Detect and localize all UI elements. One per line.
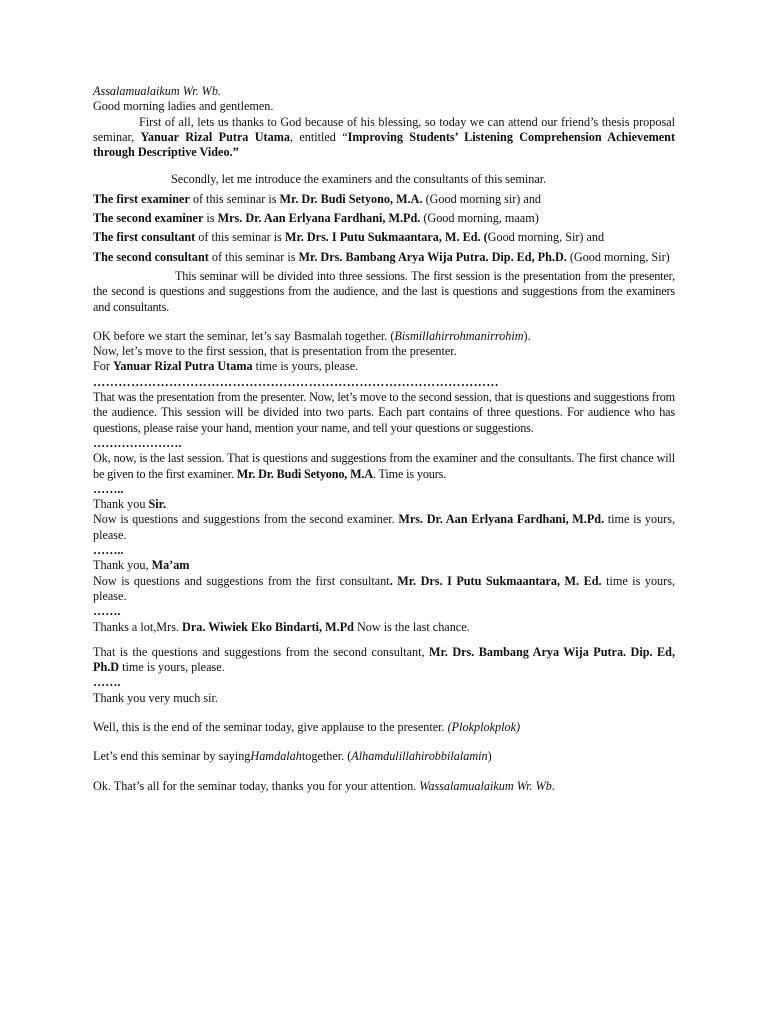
first-session-line: Now, let’s move to the first session, that is presentation from the presenter. xyxy=(93,344,457,359)
second-examiner-name: Mrs. Dr. Aan Erlyana Fardhani, M.Pd. xyxy=(217,211,421,226)
dots-separator: …….. xyxy=(93,481,124,496)
second-examiner-line: The second examiner is Mrs. Dr. Aan Erlyana Fardhani, M.Pd. (Good morning, maam) xyxy=(93,211,539,226)
first-consultant-line: The first consultant of this seminar is Mr. Drs. I Putu Sukmaantara, M. Ed. (Good morning, Sir) and xyxy=(93,230,605,245)
introduce-paragraph: Secondly, let me introduce the examiners and the consultants of this seminar. xyxy=(171,172,547,187)
dots-separator: …….. xyxy=(93,543,124,558)
opening-salutation: Assalamualaikum Wr. Wb. xyxy=(93,84,221,98)
last-session-paragraph: Ok, now, is the last session. That is questions and suggestions from the examiner and the consultants. The first chance will be given to the first examiner. Mr. Dr. Budi Setyono, M.A. Time is yours. xyxy=(93,451,675,481)
first-examiner-line: The first examiner of this seminar is Mr. Dr. Budi Setyono, M.A. (Good morning sir) and xyxy=(93,191,542,206)
thanks-a-lot-line: Thanks a lot,Mrs. Dra. Wiwiek Eko Bindarti, M.Pd Now is the last chance. xyxy=(93,619,470,634)
dots-separator: ……. xyxy=(93,604,121,619)
good-morning-line: Good morning ladies and gentlemen. xyxy=(93,99,274,114)
dots-separator: …………………. xyxy=(93,435,182,450)
first-consultant-turn: Now is questions and suggestions from the first consultant. Mr. Drs. I Putu Sukmaantara, M. Ed. time is yours, please. xyxy=(93,573,675,603)
thesis-title: Improving Students’ Listening Comprehension Achievement through Descriptive Video.” xyxy=(93,129,675,160)
second-examiner-turn: Now is questions and suggestions from the second examiner. Mrs. Dr. Aan Erlyana Fardhani, M.Pd. time is yours, please. xyxy=(93,512,676,542)
applause-line: Well, this is the end of the seminar today, give applause to the presenter. (Plokplokplok) xyxy=(93,719,521,734)
second-session-paragraph: That was the presentation from the presenter. Now, let’s move to the second session, that is questions and suggestions from the audience. This session will be divided into two parts. Each part contains of three questions. For audience who has questions, please raise your hand, mention your name, and tell your questions or suggestions. xyxy=(93,390,675,435)
first-examiner-name: Mr. Dr. Budi Setyono, M.A. xyxy=(279,191,423,206)
thank-you-maam-line: Thank you, Ma’am xyxy=(93,558,190,573)
dots-separator: …………………………………………………………………………………… xyxy=(93,374,499,389)
hamdalah-line: Let’s end this seminar by sayingHamdalahtogether. (Alhamdulillahirobbilalamin) xyxy=(93,749,492,764)
dots-separator: ……. xyxy=(93,675,121,690)
second-consultant-turn: That is the questions and suggestions from the second consultant, Mr. Drs. Bambang Arya Wija Putra. Dip. Ed, Ph.D time is yours, please. xyxy=(93,644,675,675)
second-consultant-name: Mr. Drs. Bambang Arya Wija Putra. Dip. Ed, Ph.D. xyxy=(298,249,567,264)
second-consultant-line: The second consultant of this seminar is Mr. Drs. Bambang Arya Wija Putra. Dip. Ed, Ph.D. (Good morning, Sir) xyxy=(93,249,670,264)
thank-you-sir-line: Thank you Sir. xyxy=(93,497,167,512)
document-body xyxy=(93,84,675,794)
closing-salutation: Wassalamualaikum Wr. Wb. xyxy=(419,778,555,793)
thank-you-very-much-line: Thank you very much sir. xyxy=(93,690,218,705)
basmalah-line: OK before we start the seminar, let’s say Basmalah together. (Bismillahirrohmanirrohim). xyxy=(93,328,531,343)
intro-paragraph: First of all, lets us thanks to God because of his blessing, so today we can attend our friend’s thesis proposal seminar, Yanuar Rizal Putra Utama, entitled “Improving Students’ Listening Comprehension Achievement through Descriptive Video.” xyxy=(93,114,675,160)
closing-line: Ok. That’s all for the seminar today, thanks you for your attention. Wassalamualaikum Wr. Wb. xyxy=(93,778,555,793)
presenter-name: Yanuar Rizal Putra Utama xyxy=(140,129,290,144)
presenter-turn-line: For Yanuar Rizal Putra Utama time is yours, please. xyxy=(93,359,359,374)
sessions-paragraph: This seminar will be divided into three sessions. The first session is the presentation from the presenter, the second is questions and suggestions from the audience, and the last is questions and suggestions from the examiners and consultants. xyxy=(93,268,675,314)
first-consultant-name: Mr. Drs. I Putu Sukmaantara, M. Ed. xyxy=(284,230,484,245)
